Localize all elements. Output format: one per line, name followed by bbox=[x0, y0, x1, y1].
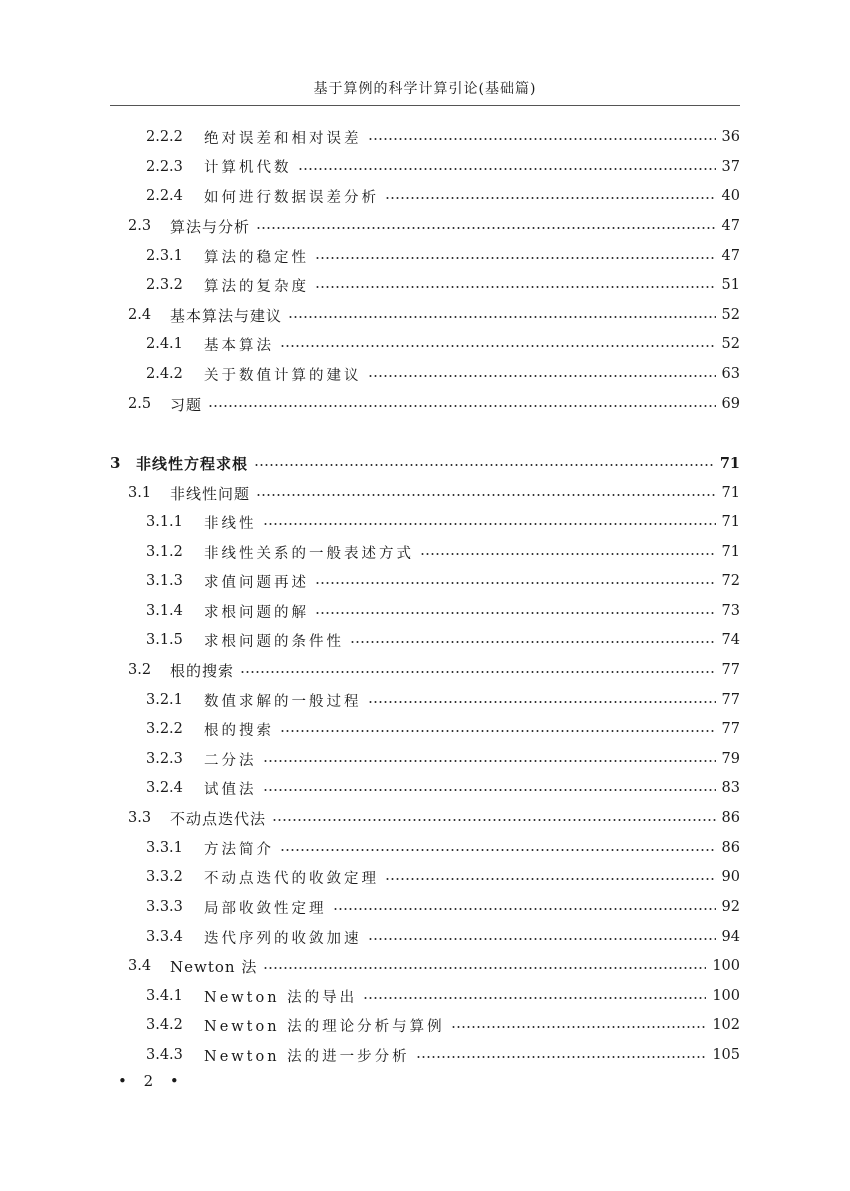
toc-title: 习题 bbox=[170, 395, 203, 414]
toc-number: 2.5 bbox=[128, 396, 152, 412]
toc-title: 方法简介 bbox=[204, 841, 274, 858]
toc-title: 基本算法与建议 bbox=[170, 306, 283, 325]
toc-number: 3.3.1 bbox=[146, 840, 183, 856]
toc-title: 求根问题的条件性 bbox=[204, 633, 344, 650]
toc-number: 2.3 bbox=[128, 218, 152, 234]
toc-entry bbox=[128, 922, 740, 952]
toc-page-number: 86 bbox=[721, 840, 740, 856]
toc-number: 3.1 bbox=[128, 485, 152, 501]
dot-leader bbox=[363, 997, 706, 999]
toc-entry bbox=[128, 122, 740, 152]
dot-leader bbox=[385, 197, 716, 199]
toc-number: 2.3.1 bbox=[146, 248, 183, 264]
toc-page-number: 71 bbox=[719, 454, 740, 472]
toc-page-number: 77 bbox=[721, 692, 740, 708]
toc-entry bbox=[128, 241, 740, 271]
toc-page-number: 83 bbox=[721, 780, 740, 796]
toc-number: 3.2.1 bbox=[146, 692, 183, 708]
toc-title: 根的搜索 bbox=[170, 661, 235, 680]
dot-leader bbox=[272, 819, 716, 821]
toc-entry bbox=[128, 211, 740, 241]
dot-leader bbox=[368, 701, 716, 703]
dot-leader bbox=[256, 227, 716, 229]
toc-entry bbox=[128, 862, 740, 892]
toc-title: 数值求解的一般过程 bbox=[204, 693, 362, 710]
dot-leader bbox=[315, 257, 716, 259]
dot-leader bbox=[254, 464, 714, 466]
header-rule bbox=[110, 105, 740, 106]
toc-entry bbox=[128, 981, 740, 1011]
toc-page-number: 94 bbox=[721, 929, 740, 945]
toc-entry bbox=[128, 329, 740, 359]
toc-number: 3.3.4 bbox=[146, 929, 183, 945]
toc-title: 非线性方程求根 bbox=[136, 454, 249, 473]
dot-leader bbox=[263, 967, 706, 969]
dot-leader bbox=[280, 345, 716, 347]
toc-title: 基本算法 bbox=[204, 337, 274, 354]
toc-number: 3.1.1 bbox=[146, 514, 183, 530]
toc-number: 2.4 bbox=[128, 307, 152, 323]
toc-page-number: 37 bbox=[721, 158, 740, 175]
dot-leader bbox=[350, 641, 716, 643]
dot-leader bbox=[288, 316, 716, 318]
toc-number: 2.2.4 bbox=[146, 188, 183, 204]
toc-title: 求值问题再述 bbox=[204, 574, 309, 591]
toc-title: 非线性 bbox=[204, 515, 257, 532]
dot-leader bbox=[315, 582, 716, 584]
toc-page-number: 90 bbox=[721, 869, 740, 885]
toc-entry bbox=[128, 744, 740, 774]
dot-leader bbox=[451, 1026, 707, 1028]
dot-leader bbox=[298, 168, 716, 170]
toc-page-number: 47 bbox=[721, 248, 740, 264]
toc-entry bbox=[128, 714, 740, 744]
toc-number: 3.4 bbox=[128, 958, 152, 974]
toc-page-number: 102 bbox=[712, 1017, 740, 1033]
toc-entry bbox=[128, 152, 740, 182]
dot-leader bbox=[263, 789, 716, 791]
toc-number: 3.4.2 bbox=[146, 1017, 183, 1033]
toc-number: 3 bbox=[110, 454, 121, 472]
toc-entry bbox=[128, 1040, 740, 1070]
toc-number: 3.4.3 bbox=[146, 1047, 183, 1063]
toc-number: 3.3.2 bbox=[146, 869, 183, 885]
toc-title: 算法的复杂度 bbox=[204, 278, 309, 295]
toc-page-number: 63 bbox=[721, 366, 740, 382]
dot-leader bbox=[263, 760, 716, 762]
toc-page-number: 86 bbox=[721, 810, 740, 826]
toc-number: 3.4.1 bbox=[146, 988, 183, 1004]
toc-title: 如何进行数据误差分析 bbox=[204, 189, 379, 206]
toc-number: 3.1.3 bbox=[146, 573, 183, 589]
toc-number: 3.1.2 bbox=[146, 544, 183, 560]
toc-page-number: 73 bbox=[721, 603, 740, 619]
toc-title: 算法与分析 bbox=[170, 217, 251, 236]
toc-entry bbox=[128, 596, 740, 626]
toc-page-number: 71 bbox=[721, 485, 740, 501]
toc-entry bbox=[128, 566, 740, 596]
toc-entry bbox=[128, 389, 740, 419]
toc-title: 不动点迭代法 bbox=[170, 809, 267, 828]
toc-page-number: 72 bbox=[721, 573, 740, 589]
toc-number: 2.4.1 bbox=[146, 336, 183, 352]
toc-entry bbox=[128, 507, 740, 537]
toc-number: 3.1.4 bbox=[146, 603, 183, 619]
toc-entry bbox=[128, 833, 740, 863]
dot-leader bbox=[208, 405, 716, 407]
toc-title: 算法的稳定性 bbox=[204, 249, 309, 266]
toc-title: 根的搜索 bbox=[204, 722, 274, 739]
dot-leader bbox=[368, 375, 716, 377]
toc-number: 3.2.2 bbox=[146, 721, 183, 737]
toc-entry bbox=[128, 478, 740, 508]
toc-title: Newton 法 bbox=[170, 957, 258, 976]
toc-title: 绝对误差和相对误差 bbox=[204, 130, 362, 147]
toc-page-number: 51 bbox=[721, 277, 740, 293]
toc-entry bbox=[128, 359, 740, 389]
toc-entry bbox=[128, 625, 740, 655]
toc-number: 3.2.4 bbox=[146, 780, 183, 796]
dot-leader bbox=[420, 553, 716, 555]
dot-leader bbox=[368, 938, 716, 940]
toc-number: 3.1.5 bbox=[146, 632, 183, 648]
dot-leader bbox=[416, 1056, 707, 1058]
toc-entry bbox=[110, 448, 740, 478]
toc-page-number: 52 bbox=[721, 336, 740, 352]
dot-leader bbox=[240, 671, 716, 673]
toc-page-number: 47 bbox=[721, 218, 740, 234]
toc-title: 求根问题的解 bbox=[204, 604, 309, 621]
toc-entry bbox=[128, 803, 740, 833]
dot-leader bbox=[315, 612, 716, 614]
toc-page-number: 40 bbox=[721, 188, 740, 204]
dot-leader bbox=[368, 138, 716, 140]
toc-title: Newton 法的进一步分析 bbox=[204, 1048, 410, 1065]
toc-page-number: 71 bbox=[721, 544, 740, 560]
dot-leader bbox=[263, 523, 716, 525]
dot-leader bbox=[256, 494, 716, 496]
toc-page-number: 71 bbox=[721, 514, 740, 530]
toc-entry bbox=[128, 181, 740, 211]
toc-entry bbox=[128, 270, 740, 300]
toc-title: 非线性问题 bbox=[170, 484, 251, 503]
toc-number: 2.3.2 bbox=[146, 277, 183, 293]
toc-number: 2.4.2 bbox=[146, 366, 183, 382]
toc-page-number: 105 bbox=[712, 1047, 740, 1063]
toc-title: 试值法 bbox=[204, 781, 257, 798]
toc-entry bbox=[128, 773, 740, 803]
toc-title: 局部收敛性定理 bbox=[204, 900, 327, 917]
toc-page-number: 100 bbox=[712, 958, 740, 974]
toc-page-number: 100 bbox=[712, 988, 740, 1004]
toc-number: 3.2 bbox=[128, 662, 152, 678]
toc-entry bbox=[128, 685, 740, 715]
toc-entry bbox=[128, 537, 740, 567]
toc-page-number: 69 bbox=[721, 396, 740, 412]
toc-title: 关于数值计算的建议 bbox=[204, 367, 362, 384]
toc-entry bbox=[128, 951, 740, 981]
toc-title: 非线性关系的一般表述方式 bbox=[204, 545, 414, 562]
toc-page-number: 74 bbox=[721, 632, 740, 648]
toc-title: 迭代序列的收敛加速 bbox=[204, 930, 362, 947]
page-number: • 2 • bbox=[118, 1072, 185, 1090]
toc-entry bbox=[128, 1010, 740, 1040]
toc-title: 二分法 bbox=[204, 752, 257, 769]
toc-number: 3.2.3 bbox=[146, 751, 183, 767]
toc-page-number: 77 bbox=[721, 662, 740, 678]
running-title: 基于算例的科学计算引论(基础篇) bbox=[313, 81, 537, 97]
toc-page-number: 36 bbox=[721, 129, 740, 145]
dot-leader bbox=[280, 730, 716, 732]
toc-page-number: 52 bbox=[721, 307, 740, 323]
toc-page-number: 77 bbox=[721, 721, 740, 737]
toc-title: 计算机代数 bbox=[204, 160, 292, 176]
dot-leader bbox=[333, 908, 716, 910]
toc-title: Newton 法的导出 bbox=[204, 989, 358, 1006]
toc-page-number: 79 bbox=[721, 751, 740, 767]
dot-leader bbox=[315, 286, 716, 288]
toc-entry bbox=[128, 892, 740, 922]
toc-title: 不动点迭代的收敛定理 bbox=[204, 870, 379, 887]
toc-page-number: 92 bbox=[721, 899, 740, 915]
toc-number: 3.3.3 bbox=[146, 899, 183, 915]
toc-title: Newton 法的理论分析与算例 bbox=[204, 1018, 445, 1035]
toc-number: 2.2.2 bbox=[146, 129, 183, 145]
toc-number: 2.2.3 bbox=[146, 158, 183, 175]
toc-entry bbox=[128, 655, 740, 685]
dot-leader bbox=[385, 878, 716, 880]
dot-leader bbox=[280, 849, 716, 851]
toc-number: 3.3 bbox=[128, 810, 152, 826]
toc-entry bbox=[128, 300, 740, 330]
